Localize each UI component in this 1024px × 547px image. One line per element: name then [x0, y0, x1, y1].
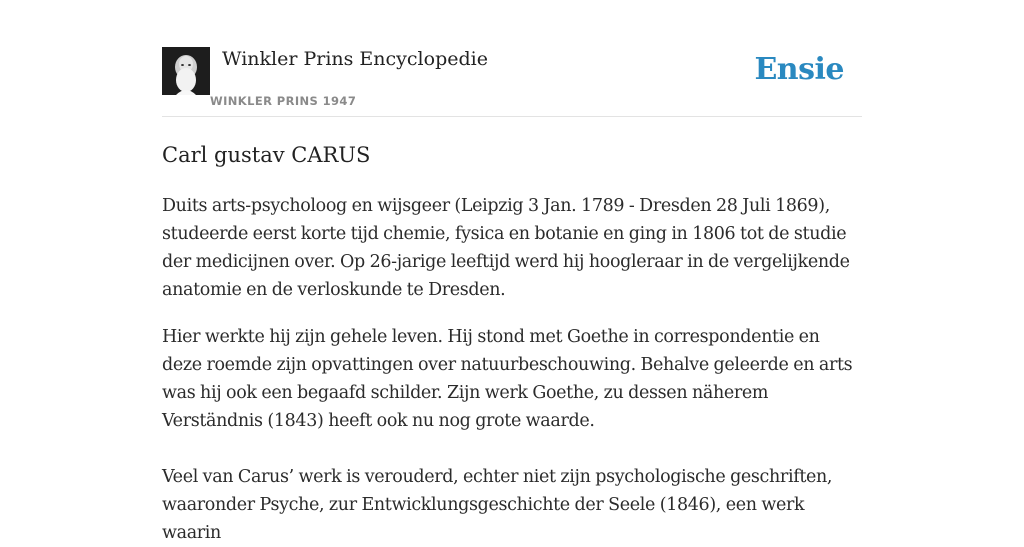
site-subtitle[interactable]: WINKLER PRINS 1947	[210, 94, 357, 108]
article-paragraph: Veel van Carus’ werk is verouderd, echter niet zijn psychologische geschriften, waaronder Psyche, zur Entwicklungsgeschichte der Seele (1846), een werk waarin	[162, 467, 833, 543]
article-title: Carl gustav CARUS	[162, 143, 371, 167]
article-paragraph: Hier werkte hij zijn gehele leven. Hij stond met Goethe in correspondentie en deze roemde zijn opvattingen over natuurbeschouwing. Behalve geleerde en arts was hij ook een begaafd schilder. Zijn werk Goethe, zu dessen näherem Verständnis (1843) heeft ook nu nog grote waarde.	[162, 327, 853, 431]
site-header	[162, 44, 862, 117]
site-title[interactable]: Winkler Prins Encyclopedie	[222, 48, 488, 70]
avatar[interactable]	[162, 47, 210, 95]
portrait-icon	[162, 47, 210, 95]
article	[162, 140, 862, 547]
article-paragraph: Duits arts-psycholoog en wijsgeer (Leipzig 3 Jan. 1789 - Dresden 28 Juli 1869), studeerde eerst korte tijd chemie, fysica en botanie en ging in 1806 tot de studie der medicijnen over. Op 26-jarige leeftijd werd hij hoogleraar in de vergelijkende anatomie en de verloskunde te Dresden.	[162, 196, 850, 300]
brand-logo[interactable]: Ensie	[754, 52, 844, 87]
